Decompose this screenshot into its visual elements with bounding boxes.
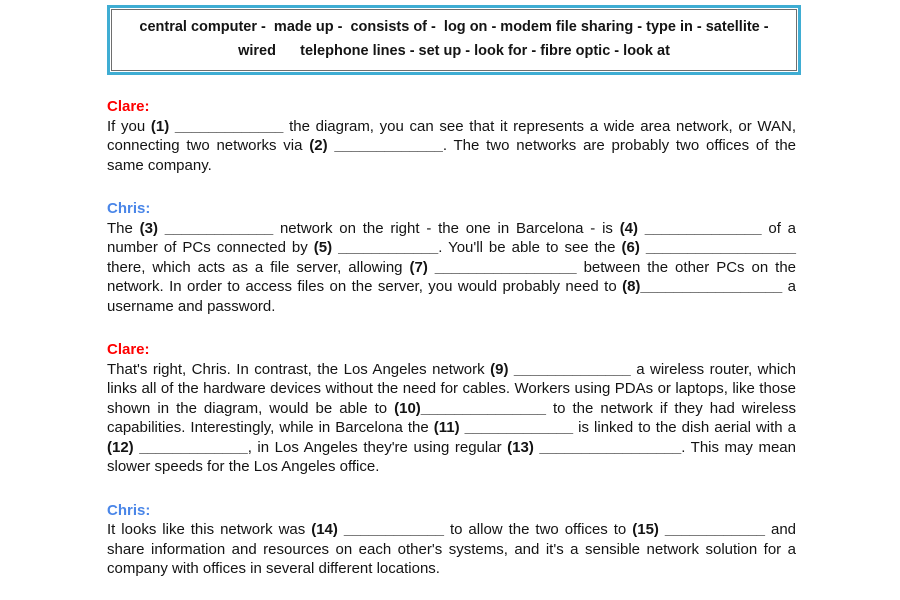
blank-segment: (13) _________________ (507, 438, 682, 456)
text-segment: to allow the two offices to (443, 521, 633, 538)
blank-segment: (5) ____________ (313, 239, 439, 256)
text-segment: a wireless router, which links all of the hardware devices without the need for cables. Workers using PDAs or laptops, like those shown in the diagram, would be able to (107, 360, 796, 417)
speaker-label: Clare: (107, 341, 150, 358)
dialogue-turn-clare-1 (107, 97, 796, 175)
blank-segment: (12) _____________ (107, 438, 248, 456)
text-segment: , in Los Angeles they're using regular (247, 438, 508, 456)
blank-segment: (1) _____________ (150, 117, 284, 135)
speaker-label: Chris: (107, 200, 151, 217)
text-segment: is linked to the dish aerial with a (573, 419, 797, 436)
text-segment: That's right, Chris. In contrast, the Los Angeles network (107, 360, 491, 378)
word-bank-line-1: central computer - made up - consists of - log on - modem file sharing - type in - satellite - (139, 19, 769, 35)
text-segment: The (107, 219, 140, 237)
text-segment: . This may mean slower speeds for the Los Angeles office. (107, 438, 796, 475)
blank-segment: (8)_________________ (622, 278, 783, 295)
blank-segment: (3) _____________ (139, 219, 274, 237)
text-segment: between the other PCs on the network. In order to access files on the server, you would probably need to (107, 258, 796, 295)
text-segment: and share information and resources on each other's systems, and it's a sensible network solution for a company with offices in several different locations. (107, 521, 797, 577)
blank-segment: (2) _____________ (309, 137, 443, 154)
text-segment: of a number of PCs connected by (107, 219, 797, 256)
text-segment: . You'll be able to see the (438, 239, 622, 256)
text-segment: It looks like this network was (107, 521, 312, 538)
text-segment: the diagram, you can see that it represents a wide area network, or WAN, connecting two networks via (107, 117, 797, 154)
dialogue (107, 97, 796, 600)
blank-segment: (14) ____________ (311, 521, 444, 538)
dialogue-paragraph (107, 520, 796, 579)
text-segment: a username and password. (107, 278, 796, 315)
blank-segment: (9) ______________ (490, 360, 631, 378)
blank-segment: (4) ______________ (619, 219, 762, 237)
blank-segment: (6) __________________ (621, 239, 796, 256)
dialogue-turn-chris-1 (107, 199, 796, 316)
text-segment: network on the right - the one in Barcelona - is (273, 219, 620, 237)
blank-segment: (10)_______________ (394, 399, 546, 417)
dialogue-turn-chris-2 (107, 501, 796, 579)
blank-segment: (15) ____________ (632, 521, 766, 538)
text-segment: . The two networks are probably two offices of the same company. (107, 137, 797, 174)
dialogue-paragraph (107, 360, 796, 477)
speaker-label: Chris: (107, 501, 151, 519)
word-bank-box (111, 9, 797, 71)
blank-segment: (7) _________________ (409, 258, 577, 276)
word-bank-line-2: wired telephone lines - set up - look for - fibre optic - look at (238, 43, 670, 59)
dialogue-paragraph (107, 219, 796, 317)
text-segment: there, which acts as a file server, allowing (107, 258, 410, 276)
dialogue-paragraph (107, 117, 796, 176)
text-segment: to the network if they had wireless capabilities. Interestingly, while in Barcelona the (107, 399, 796, 436)
blank-segment: (11) _____________ (433, 419, 574, 436)
speaker-label: Clare: (107, 98, 150, 115)
dialogue-turn-clare-2 (107, 340, 796, 477)
text-segment: If you (107, 117, 151, 135)
